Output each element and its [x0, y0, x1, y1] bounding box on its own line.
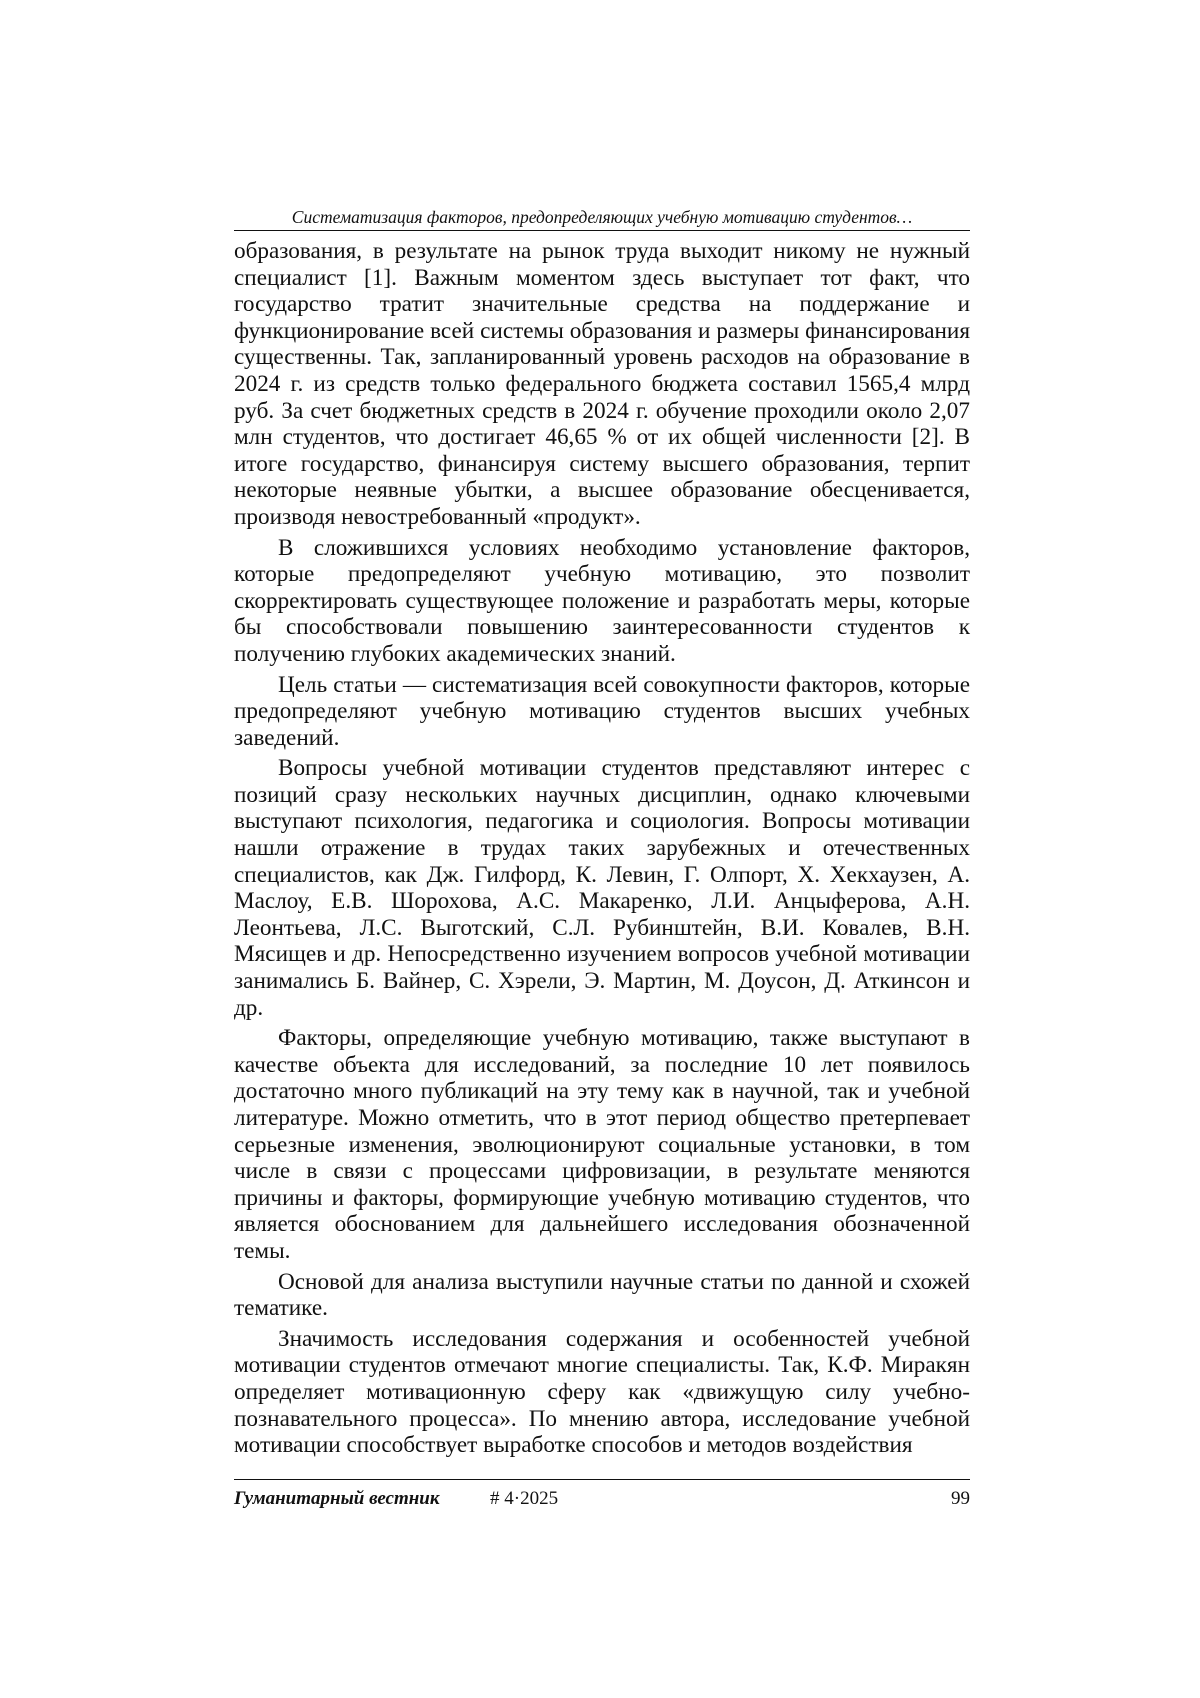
header-rule	[234, 230, 970, 231]
article-body	[234, 238, 970, 1463]
paragraph: Вопросы учебной мотивации студентов представляют интерес с позиций сразу нескольких научных дисциплин, однако ключевыми выступают психология, педагогика и социология. Вопросы мотивации нашли отражение в трудах таких зарубежных и отечественных специалистов, как Дж. Гилфорд, К. Левин, Г. Олпорт, Х. Хекхаузен, А. Маслоу, Е.В. Шорохова, А.С. Макаренко, Л.И. Анцыферова, А.Н. Леонтьева, Л.С. Выготский, С.Л. Рубинштейн, В.И. Ковалев, В.Н. Мясищев и др. Непосредственно изучением вопросов учебной мотивации занимались Б. Вайнер, С. Хэрели, Э. Мартин, М. Доусон, Д. Аткинсон и др.	[234, 755, 970, 1021]
running-header: Систематизация факторов, предопределяющих учебную мотивацию студентов…	[291, 207, 913, 227]
paragraph: Основой для анализа выступили научные статьи по данной и схожей тематике.	[234, 1268, 970, 1322]
paragraph: Факторы, определяющие учебную мотивацию, также выступают в качестве объекта для исследований, за последние 10 лет появилось достаточно много публикаций на эту тему как в научной, так и учебной литературе. Можно отметить, что в этот период общество претерпевает серьезные изменения, эволюционируют социальные установки, в том числе в связи с процессами цифровизации, в результате меняются причины и факторы, формирующие учебную мотивацию студентов, что является обоснованием для дальнейшего исследования обозначенной темы.	[234, 1025, 970, 1264]
journal-title: Гуманитарный вестник	[234, 1488, 440, 1509]
paragraph: Цель статьи — систематизация всей совокупности факторов, которые предопределяют учебную мотивацию студентов высших учебных заведений.	[234, 671, 970, 751]
paragraph: Значимость исследования содержания и особенностей учебной мотивации студентов отмечают многие специалисты. Так, К.Ф. Миракян определяет мотивационную сферу как «движущую силу учебно-познавательного процесса». По мнению автора, исследование учебной мотивации способствует выработке способов и методов воздействия	[234, 1325, 970, 1459]
issue-number: # 4·2025	[490, 1488, 559, 1509]
footer-rule	[234, 1479, 970, 1480]
page-number: 99	[951, 1488, 970, 1509]
paragraph: образования, в результате на рынок труда выходит никому не нужный специалист [1]. Важным моментом здесь выступает тот факт, что государство тратит значительные средства на поддержание и функционирование всей системы образования и размеры финансирования существенны. Так, запланированный уровень расходов на образование в 2024 г. из средств только федерального бюджета составил 1565,4 млрд руб. За счет бюджетных средств в 2024 г. обучение проходили около 2,07 млн студентов, что достигает 46,65 % от их общей численности [2]. В итоге государство, финансируя систему высшего образования, терпит некоторые неявные убытки, а высшее образование обесценивается, производя невостребованный «продукт».	[234, 238, 970, 530]
page-footer	[234, 1486, 970, 1514]
paragraph: В сложившихся условиях необходимо установление факторов, которые предопределяют учебную мотивацию, это позволит скорректировать существующее положение и разработать меры, которые бы способствовали повышению заинтересованности студентов к получению глубоких академических знаний.	[234, 534, 970, 667]
